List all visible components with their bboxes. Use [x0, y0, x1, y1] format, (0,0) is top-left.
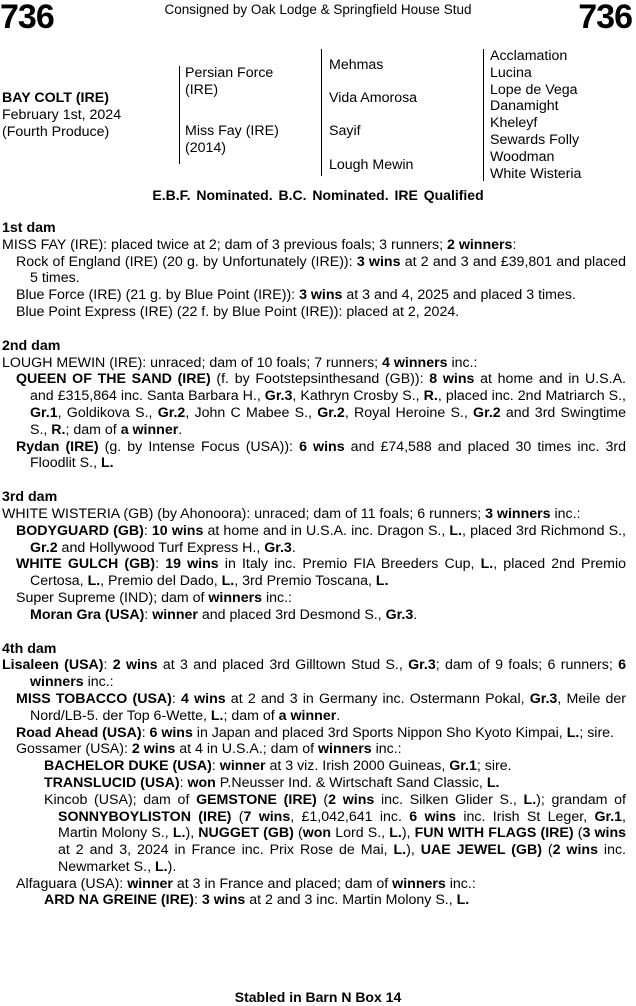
fourth-dam-runner-kincob: Kincob (USA); dam of GEMSTONE (IRE) (2 wins inc. Silken Glider S., L.); grandam of SONNYBOYLISTON (IRE) (7 wins, £1,042,641 inc. 6 wins inc. Irish St Leger, Gr.1, Martin Molony S., L.), NUGGET (GB) (won Lord S., L.), FUN WITH FLAGS (IRE) (3 wins at 2 and 3, 2024 in France inc. Prix Rose de Mai, L.), UAE JEWEL (GB) (2 wins inc. Newmarket S., L.).	[44, 791, 627, 875]
foaled-date: February 1st, 2024	[2, 107, 122, 123]
fourth-dam-runner-alfaguara: Alfaguara (USA): winner at 3 in France and placed; dam of winners inc.:	[16, 875, 476, 892]
fourth-dam-intro: Lisaleen (USA): 2 wins at 3 and placed 3rd Gilltown Stud S., Gr.3; dam of 9 foals; 6 runners; 6 winners inc.:	[2, 657, 626, 691]
sire-origin: (IRE)	[185, 82, 219, 98]
fourth-dam-runner-road-ahead: Road Ahead (USA): 6 wins in Japan and placed 3rd Sports Nippon Sho Kyoto Kimpai, L.; sire.	[16, 724, 614, 741]
pedigree-gen4-7: Woodman	[490, 148, 555, 165]
pedigree-gen4-6: Sewards Folly	[490, 131, 580, 148]
lot-number-right: 736	[578, 0, 632, 36]
second-dam-title: 2nd dam	[2, 337, 61, 354]
third-dam-title: 3rd dam	[2, 489, 58, 506]
sire-name: Persian Force	[185, 65, 274, 81]
pedigree-gen4-1: Acclamation	[490, 48, 568, 64]
pedigree-dam	[185, 123, 279, 157]
horse-identity	[2, 90, 121, 141]
pedigree-gen3-2: Vida Amorosa	[329, 90, 418, 106]
pedigree-gen4-3: Lope de Vega	[490, 81, 578, 98]
second-dam-intro: LOUGH MEWIN (IRE): unraced; dam of 10 foals; 7 runners; 4 winners inc.:	[2, 354, 478, 371]
dam-year: (2014)	[185, 140, 227, 156]
dam-name: Miss Fay (IRE)	[185, 123, 279, 139]
nominations-line: E.B.F. Nominated. B.C. Nominated. IRE Qualified	[152, 187, 484, 203]
pedigree-gen4-5: Kheleyf	[490, 115, 538, 132]
catalogue-body	[2, 220, 626, 909]
fourth-dam-title: 4th dam	[2, 640, 57, 657]
pedigree-gen3-3: Sayif	[329, 123, 361, 139]
pedigree-divider-1	[179, 66, 180, 164]
fourth-dam-runner-bachelor-duke: BACHELOR DUKE (USA): winner at 3 viz. Irish 2000 Guineas, Gr.1; sire.	[44, 758, 512, 775]
fourth-dam-runner-gossamer: Gossamer (USA): 2 wins at 4 in U.S.A.; dam of winners inc.:	[16, 741, 402, 758]
produce-number: (Fourth Produce)	[2, 124, 110, 140]
pedigree-gen4-4: Danamight	[490, 98, 559, 115]
second-dam-runner-queen: QUEEN OF THE SAND (IRE) (f. by Footstepsinthesand (GB)): 8 wins at home and in U.S.A. and £315,864 inc. Santa Barbara H., Gr.3, Kathryn Crosby S., R., placed inc. 2nd Matriarch S., Gr.1, Goldikova S., Gr.2, John C Mabee S., Gr.2, Royal Heroine S., Gr.2 and 3rd Swingtime S., R.; dam of a winner.	[16, 371, 627, 438]
stabling-footer: Stabled in Barn N Box 14	[234, 989, 402, 1005]
third-dam-runner-bodyguard: BODYGUARD (GB): 10 wins at home and in U.S.A. inc. Dragon S., L., placed 3rd Richmond S., Gr.2 and Hollywood Turf Express H., Gr.3.	[16, 522, 626, 556]
first-dam-intro: MISS FAY (IRE): placed twice at 2; dam of 3 previous foals; 3 runners; 2 winners:	[2, 236, 517, 253]
consignor-line: Consigned by Oak Lodge & Springfield House Stud	[164, 2, 472, 17]
pedigree-gen4-2: Lucina	[490, 64, 532, 81]
first-dam-runner-1: Rock of England (IRE) (20 g. by Unfortunately (IRE)): 3 wins at 2 and 3 and £39,801 and placed 5 times.	[16, 253, 626, 287]
third-dam-runner-super-supreme: Super Supreme (IND); dam of winners inc.:	[16, 589, 292, 606]
first-dam-runner-2: Blue Force (IRE) (21 g. by Blue Point (IRE)): 3 wins at 3 and 4, 2025 and placed 3 times.	[16, 287, 576, 304]
pedigree-gen3-1: Mehmas	[329, 57, 384, 73]
pedigree-gen4	[490, 48, 581, 182]
fourth-dam-runner-miss-tobacco: MISS TOBACCO (USA): 4 wins at 2 and 3 in Germany inc. Ostermann Pokal, Gr.3, Meile der Nord/LB-5. der Top 6-Wette, L.; dam of a winner.	[16, 690, 627, 724]
third-dam-intro: WHITE WISTERIA (GB) (by Ahonoora): unraced; dam of 11 foals; 6 runners; 3 winners inc.:	[2, 505, 581, 522]
third-dam-runner-moran-gra: Moran Gra (USA): winner and placed 3rd Desmond S., Gr.3.	[30, 606, 418, 623]
first-dam-runner-3: Blue Point Express (IRE) (22 f. by Blue Point (IRE)): placed at 2, 2024.	[16, 303, 460, 320]
first-dam-title: 1st dam	[2, 220, 56, 236]
fourth-dam-runner-ard-na-greine: ARD NA GREINE (IRE): 3 wins at 2 and 3 inc. Martin Molony S., L.	[44, 892, 470, 909]
pedigree-sire	[185, 65, 273, 99]
lot-number-left: 736	[0, 0, 54, 36]
pedigree-gen4-8: White Wisteria	[490, 165, 582, 182]
pedigree-divider-2	[321, 49, 322, 176]
pedigree-divider-3	[483, 49, 484, 181]
pedigree-gen3-4: Lough Mewin	[329, 157, 414, 173]
horse-name: BAY COLT (IRE)	[2, 90, 109, 106]
second-dam-runner-rydan: Rydan (IRE) (g. by Intense Focus (USA)): 6 wins and £74,588 and placed 30 times inc. 3rd Floodlit S., L.	[16, 438, 626, 472]
fourth-dam-runner-translucid: TRANSLUCID (USA): won P.Neusser Ind. & Wirtschaft Sand Classic, L.	[44, 774, 500, 791]
third-dam-runner-white-gulch: WHITE GULCH (GB): 19 wins in Italy inc. Premio FIA Breeders Cup, L., placed 2nd Premio Certosa, L., Premio del Dado, L., 3rd Premio Toscana, L.	[16, 556, 626, 590]
